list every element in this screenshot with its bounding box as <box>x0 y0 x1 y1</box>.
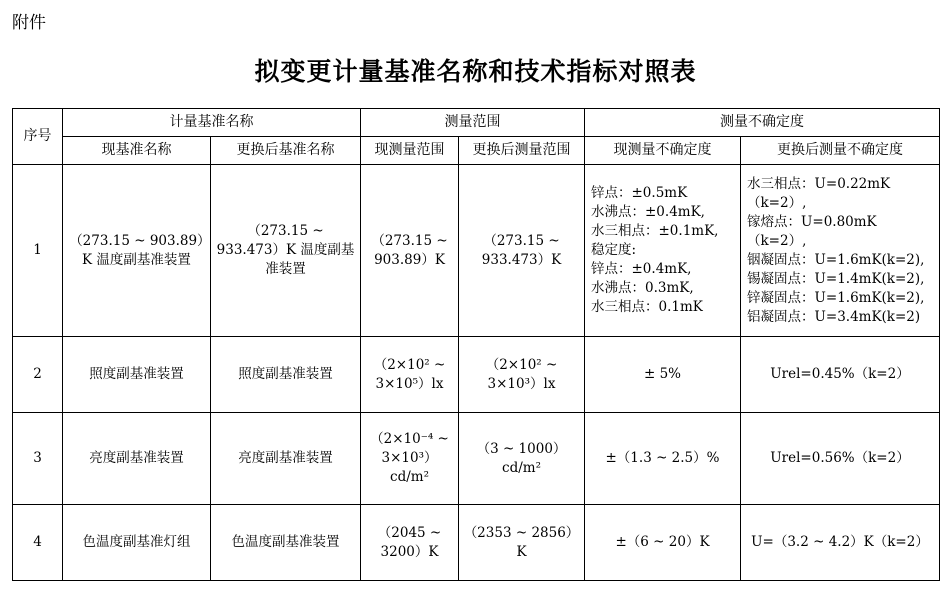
new-uncertainty-cell: U=（3.2 ~ 4.2）K（k=2） <box>741 505 940 581</box>
current-uncertainty-cell: ± 5% <box>585 337 741 413</box>
current-uncertainty-cell: ±（6 ~ 20）K <box>585 505 741 581</box>
current-name-cell: 照度副基准装置 <box>63 337 211 413</box>
row-number: 3 <box>13 413 63 505</box>
header-new-range: 更换后测量范围 <box>459 137 585 165</box>
row-number: 4 <box>13 505 63 581</box>
new-uncertainty-cell: Urel=0.56%（k=2） <box>741 413 940 505</box>
new-uncertainty-cell: 水三相点：U=0.22mK（k=2）, 镓熔点：U=0.80mK（k=2）, 铟凝固点：U=1.6mK(k=2), 锡凝固点：U=1.4mK(k=2), 锌凝固点：U=1.6mK(k=2), 铝凝固点：U=3.4mK(k=2) <box>741 165 940 337</box>
document-title: 拟变更计量基准名称和技术指标对照表 <box>254 57 697 86</box>
new-name-cell: 色温度副基准装置 <box>211 505 361 581</box>
header-row-sub <box>13 137 940 165</box>
new-range-cell: （3 ~ 1000）cd/m² <box>459 413 585 505</box>
new-range-cell: （2×10² ~ 3×10³）lx <box>459 337 585 413</box>
header-new-name: 更换后基准名称 <box>211 137 361 165</box>
attachment-label: 附件 <box>12 13 46 33</box>
row-number: 2 <box>13 337 63 413</box>
header-current-uncertainty: 现测量不确定度 <box>585 137 741 165</box>
new-uncertainty-cell: Urel=0.45%（k=2） <box>741 337 940 413</box>
new-name-cell: 亮度副基准装置 <box>211 413 361 505</box>
current-uncertainty-cell: 锌点：±0.5mK 水沸点：±0.4mK, 水三相点：±0.1mK, 稳定度: 锌点：±0.4mK, 水沸点：0.3mK, 水三相点：0.1mK <box>585 165 741 337</box>
current-name-cell: （273.15 ~ 903.89）K 温度副基准装置 <box>63 165 211 337</box>
table-row <box>13 413 940 505</box>
header-no: 序号 <box>13 109 63 165</box>
current-range-cell: （273.15 ~ 903.89）K <box>361 165 459 337</box>
header-group-range: 测量范围 <box>361 109 585 137</box>
header-group-uncertainty: 测量不确定度 <box>585 109 940 137</box>
new-name-cell: 照度副基准装置 <box>211 337 361 413</box>
header-group-name: 计量基准名称 <box>63 109 361 137</box>
table-row <box>13 337 940 413</box>
comparison-table <box>12 108 940 581</box>
header-row-group <box>13 109 940 137</box>
new-range-cell: （2353 ~ 2856）K <box>459 505 585 581</box>
current-name-cell: 色温度副基准灯组 <box>63 505 211 581</box>
new-name-cell: （273.15 ~ 933.473）K 温度副基准装置 <box>211 165 361 337</box>
current-range-cell: （2×10⁻⁴ ~ 3×10³）cd/m² <box>361 413 459 505</box>
table-row <box>13 505 940 581</box>
row-number: 1 <box>13 165 63 337</box>
current-range-cell: （2×10² ~ 3×10⁵）lx <box>361 337 459 413</box>
current-range-cell: （2045 ~ 3200）K <box>361 505 459 581</box>
current-name-cell: 亮度副基准装置 <box>63 413 211 505</box>
current-uncertainty-cell: ±（1.3 ~ 2.5）% <box>585 413 741 505</box>
header-current-name: 现基准名称 <box>63 137 211 165</box>
new-range-cell: （273.15 ~ 933.473）K <box>459 165 585 337</box>
header-new-uncertainty: 更换后测量不确定度 <box>741 137 940 165</box>
table-row <box>13 165 940 337</box>
header-current-range: 现测量范围 <box>361 137 459 165</box>
